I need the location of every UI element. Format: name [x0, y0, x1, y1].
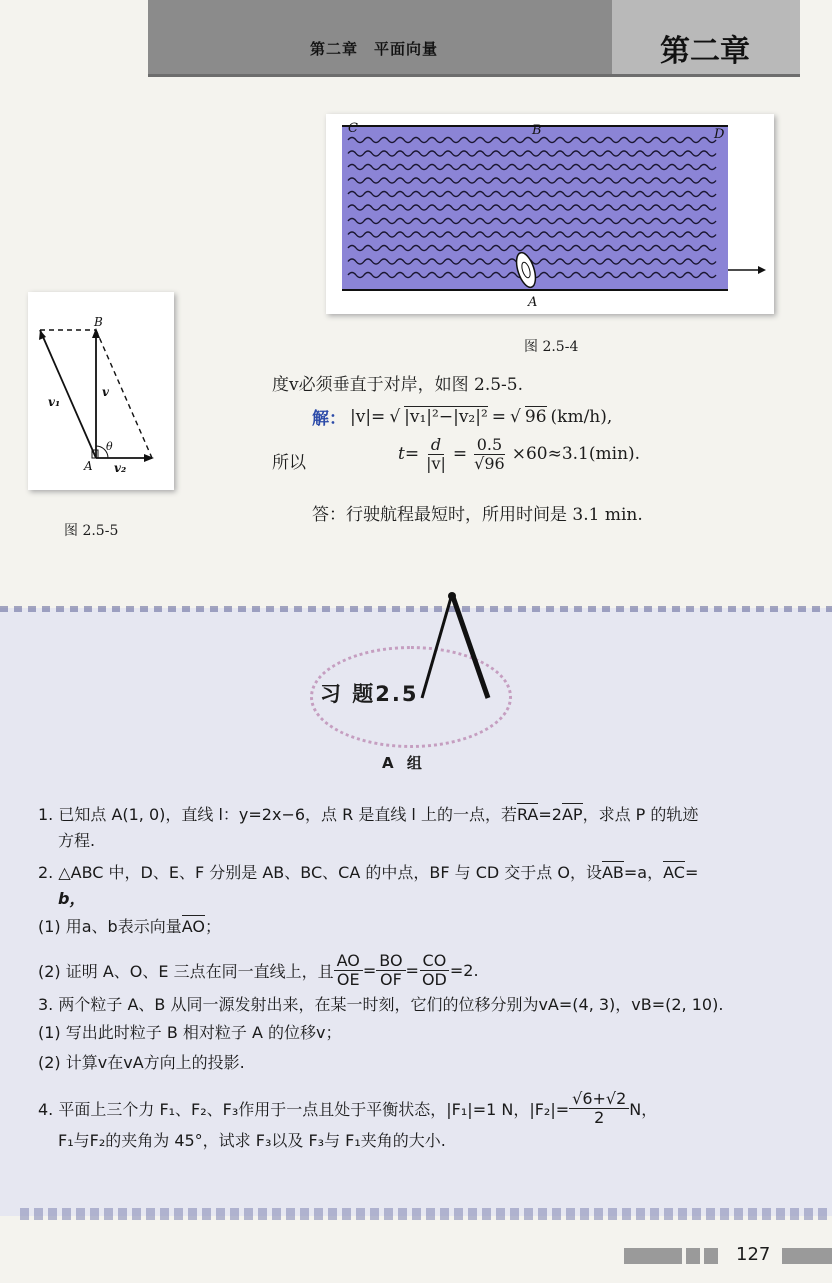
footer-decoration [624, 1244, 832, 1268]
label-b: B [94, 315, 103, 329]
sqrt-icon: √ [389, 406, 401, 427]
footer-bar [704, 1248, 718, 1264]
vector-ap: AP [561, 805, 583, 824]
exercise-text: ，求点 P 的轨迹 [582, 805, 699, 824]
intro-text: 度v必须垂直于对岸，如图 2.5-5. [272, 375, 524, 395]
fraction-numerator: CO [420, 952, 450, 971]
exercise-2-part-1 [38, 914, 221, 937]
fraction-denominator: √96 [474, 453, 505, 473]
solution-label: 解： [312, 409, 346, 429]
so-label: 所以 [272, 453, 306, 473]
compass-hinge [448, 592, 456, 600]
exercise-4-cont: F₁与F₂的夹角为 45°，试求 F₃以及 F₃与 F₁夹角的大小. [58, 1131, 446, 1150]
fraction [423, 436, 449, 472]
solution-equals: = [491, 406, 507, 427]
arrowhead-v2-icon [144, 454, 154, 462]
label-v: v [102, 385, 109, 399]
exercise-2 [38, 860, 698, 883]
solution-radicand: |v₁|²−|v₂|² [404, 407, 488, 427]
band-edge-bottom [20, 1208, 832, 1220]
exercise-2-cont: b， [58, 889, 86, 908]
chapter-tag: 第二章 [660, 34, 750, 69]
t-result: ×60≈3.1(min). [511, 444, 641, 465]
exercise-2-part-2 [38, 952, 479, 988]
fraction [471, 436, 508, 472]
vector-v1 [40, 330, 96, 458]
time-formula [398, 436, 640, 472]
figure-caption: 图 2.5-5 [64, 523, 119, 539]
fraction-numerator: d [428, 436, 444, 455]
exercise-text: =a， [623, 863, 664, 882]
figure-caption: 图 2.5-4 [524, 339, 579, 355]
group-label: A 组 [382, 754, 426, 772]
fraction-denominator: OF [380, 969, 402, 989]
solution-line [312, 404, 612, 429]
river-diagram [326, 114, 774, 314]
vector-ab: AB [601, 863, 624, 882]
exercise-text: 1. 已知点 A(1, 0)，直线 l：y=2x−6，点 R 是直线 l 上的一点，若 [38, 805, 517, 824]
exercise-3-part-2: (2) 计算v在vA方向上的投影. [38, 1053, 245, 1072]
exercise-3-part-1: (1) 写出此时粒子 B 相对粒子 A 的位移v； [38, 1023, 342, 1042]
arrowhead-v-icon [92, 328, 100, 338]
footer-bar [686, 1248, 700, 1264]
t-equals: = [452, 444, 468, 465]
exercise-text: 4. 平面上三个力 F₁、F₂、F₃作用于一点且处于平衡状态，|F₁|=1 N，|F₂|= [38, 1099, 570, 1119]
fraction-numerator: 0.5 [474, 436, 505, 455]
band-edge-top [0, 606, 832, 612]
label-a: A [528, 295, 538, 310]
exercise-text: N， [629, 1099, 658, 1119]
label-c: C [348, 121, 358, 136]
equals-sign: = [362, 960, 377, 980]
vector-ra: RA [516, 805, 539, 824]
page-number: 127 [736, 1244, 771, 1265]
exercise-heading: 习 题2.5 [320, 682, 419, 706]
t-lhs: t= [398, 444, 420, 465]
fraction-numerator: √6+√2 [569, 1090, 629, 1109]
solution-lhs: |v|= [350, 406, 386, 427]
label-d: D [714, 127, 725, 142]
exercise-text: =2 [538, 805, 562, 824]
arrowhead-v1-icon [39, 330, 46, 340]
label-v1: v₁ [48, 395, 61, 409]
fraction [569, 1090, 629, 1126]
exercise-text: (2) 证明 A、O、E 三点在同一直线上，且 [38, 961, 334, 981]
label-theta: θ [106, 440, 113, 453]
exercise-text: (1) 用a、b表示向量 [38, 917, 182, 936]
fraction-numerator: BO [376, 952, 405, 971]
equals-sign: = [405, 960, 419, 980]
current-arrowhead [758, 266, 766, 274]
footer-bar [782, 1248, 832, 1264]
fraction [419, 952, 450, 988]
exercise-text: ； [204, 917, 221, 936]
sqrt-icon: √ [510, 406, 521, 427]
figure-velocity [28, 292, 174, 490]
fraction [376, 952, 405, 988]
exercise-text: 2. △ABC 中，D、E、F 分别是 AB、BC、CA 的中点，BF 与 CD 交于点 O，设 [38, 863, 602, 882]
label-b: B [532, 123, 542, 138]
fraction [334, 952, 363, 988]
compass-icon [418, 586, 498, 706]
vector-ac: AC [663, 863, 685, 882]
fraction-numerator: AO [334, 952, 363, 971]
footer-bar [624, 1248, 682, 1264]
exercise-1-cont: 方程. [58, 831, 96, 850]
fraction-denominator: |v| [426, 453, 446, 473]
fraction-denominator: 2 [594, 1107, 605, 1127]
solution-radicand-2: 96 [524, 407, 547, 427]
label-v2: v₂ [114, 461, 127, 475]
compass-leg-right [452, 594, 488, 698]
running-title: 第二章 平面向量 [310, 40, 439, 58]
exercise-4 [38, 1090, 657, 1126]
label-a: A [84, 459, 93, 473]
compass-leg-left [422, 594, 452, 698]
answer-text: 答：行驶航程最短时，所用时间是 3.1 min. [312, 505, 643, 525]
vector-ao: AO [181, 917, 205, 936]
velocity-diagram [28, 292, 174, 490]
exercise-text: =2. [449, 960, 479, 980]
fraction-denominator: OE [336, 969, 360, 989]
exercise-text: = [684, 863, 699, 882]
solution-unit: (km/h), [550, 406, 613, 427]
fraction-denominator: OD [421, 969, 447, 989]
figure-river [326, 114, 774, 314]
exercise-3: 3. 两个粒子 A、B 从同一源发射出来，在某一时刻，它们的位移分别为vA=(4, 3)，vB=(2, 10). [38, 995, 724, 1014]
exercise-1 [38, 802, 698, 825]
